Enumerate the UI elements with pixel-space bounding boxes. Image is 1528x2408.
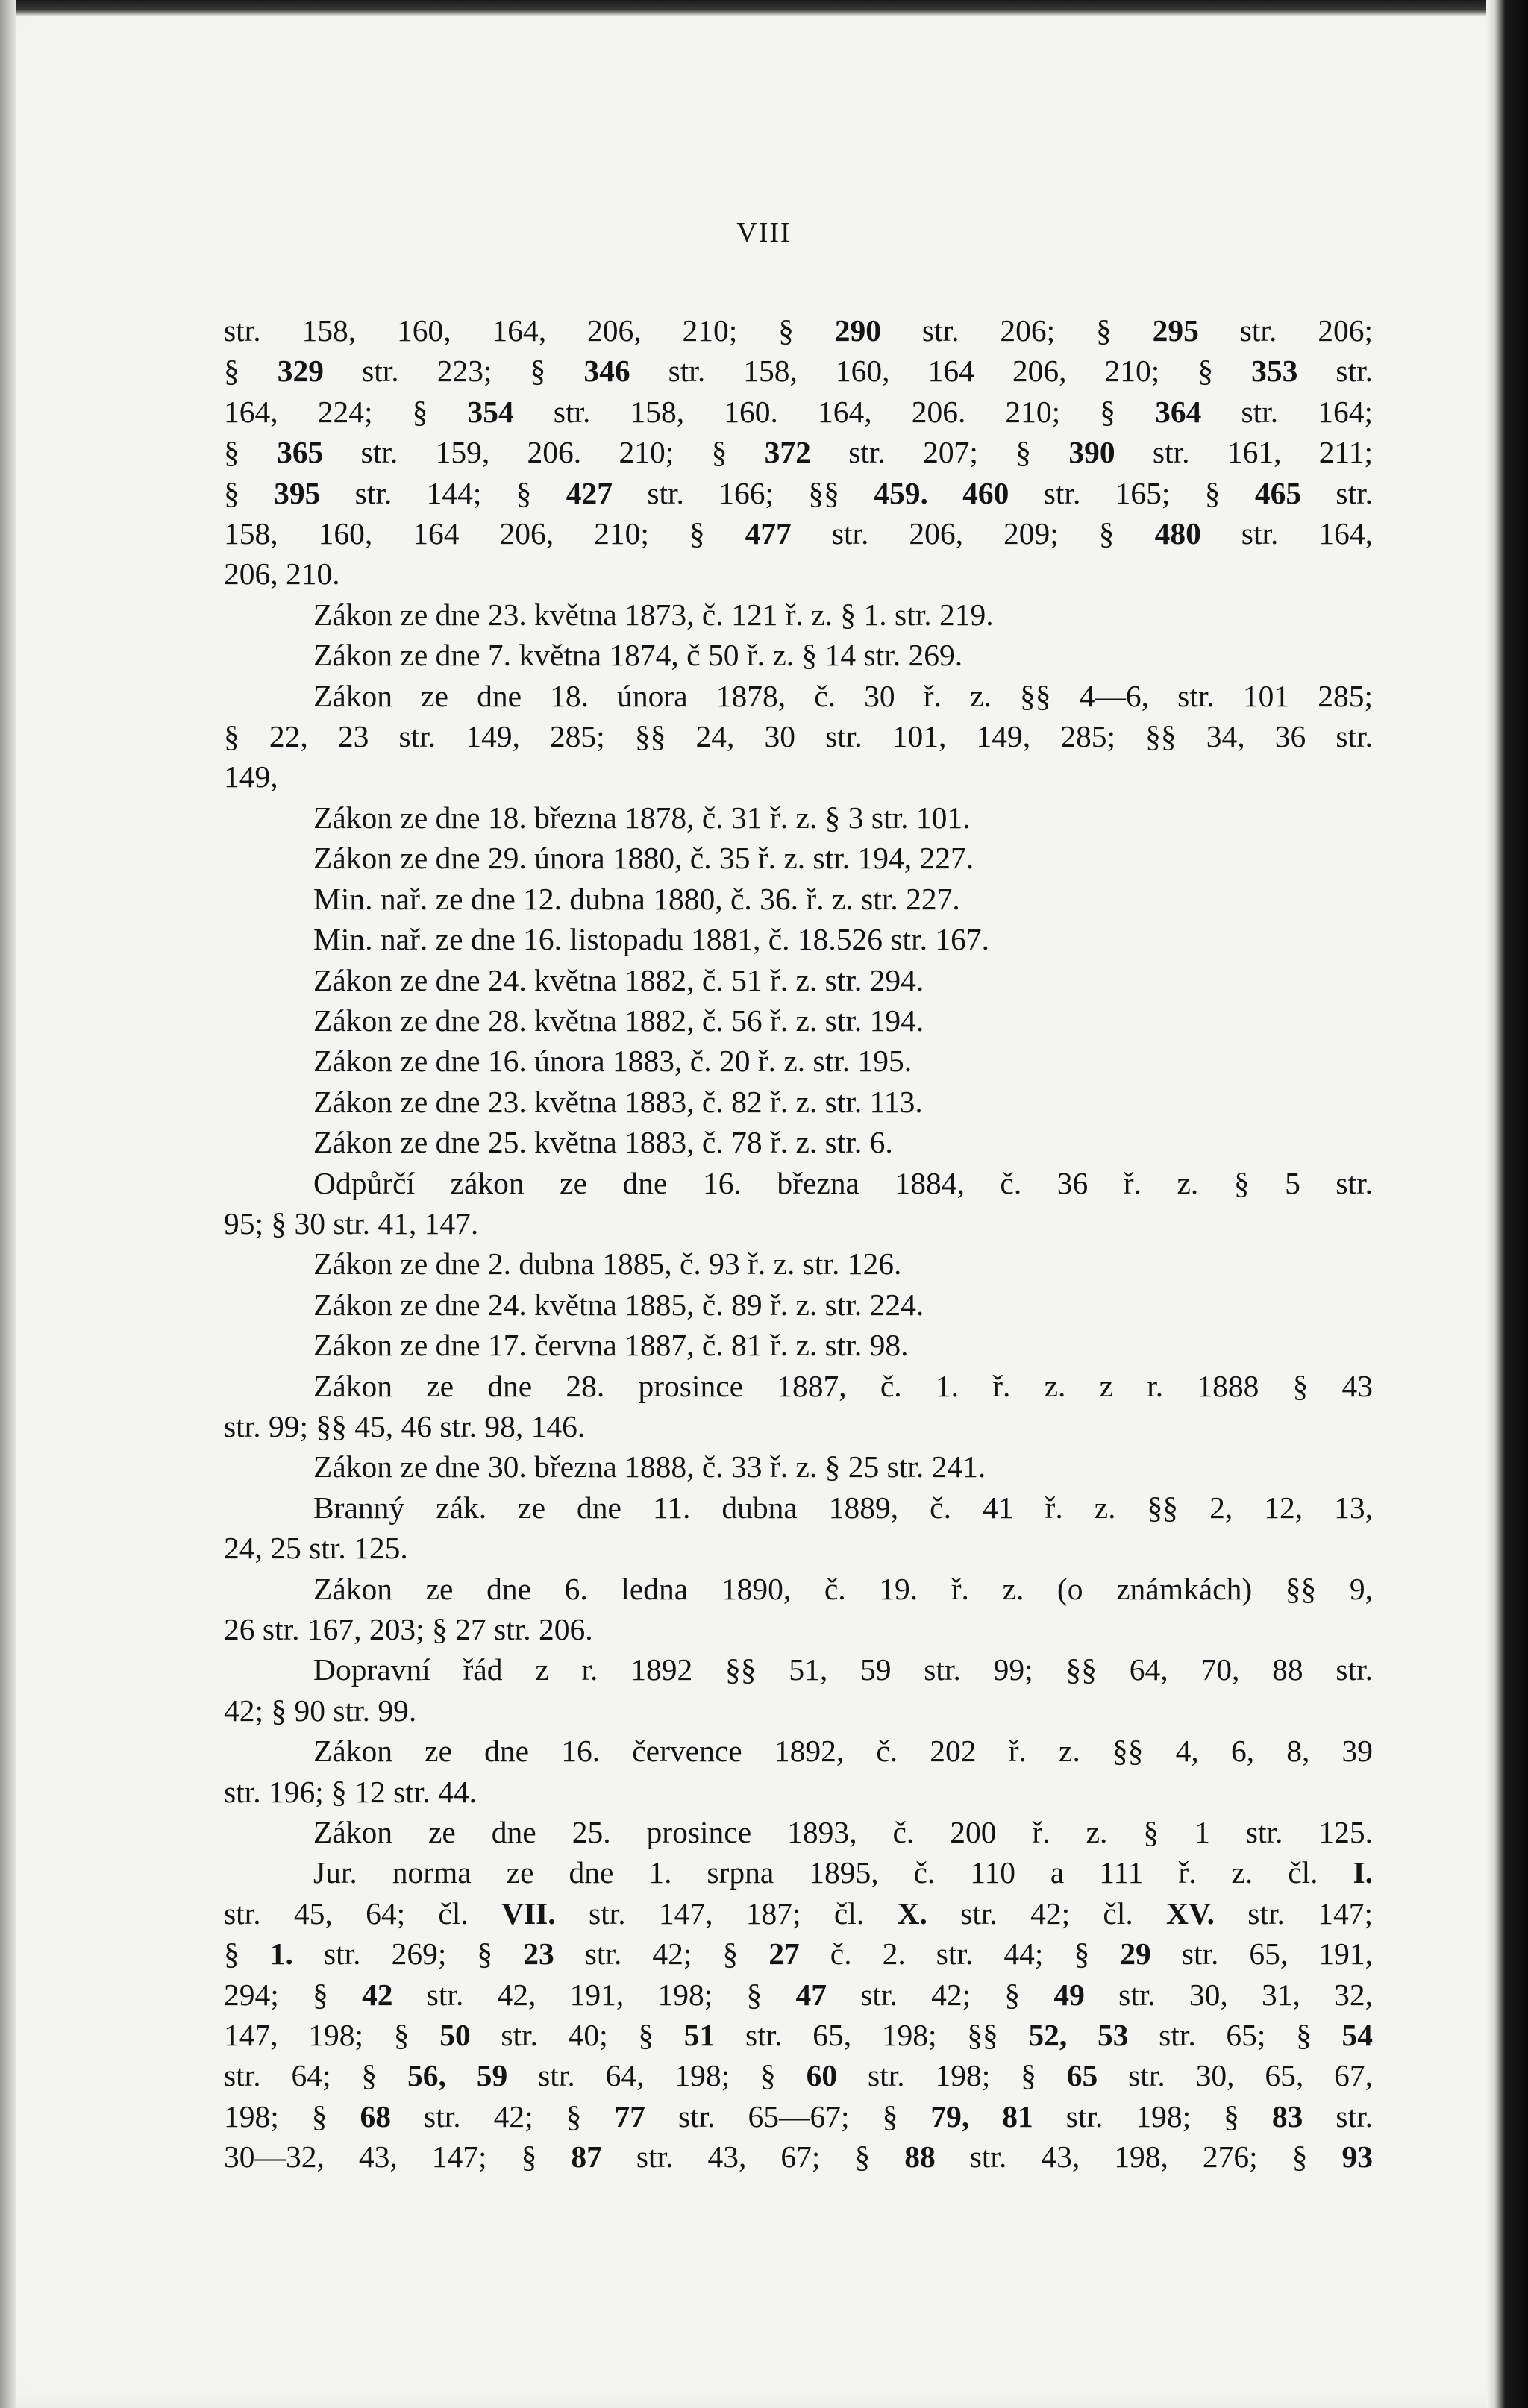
text-line: Zákon ze dne 18. února 1878, č. 30 ř. z. §§ 4—6, str. 101 285; <box>313 678 1373 713</box>
text-line: Zákon ze dne 7. května 1874, č 50 ř. z. § 14 str. 269. <box>313 638 963 673</box>
text-line: 30—32, 43, 147; § 87 str. 43, 67; § 88 str. 43, 198, 276; § 93 <box>224 2139 1373 2175</box>
text-line: Zákon ze dne 2. dubna 1885, č. 93 ř. z. str. 126. <box>313 1247 902 1282</box>
text-line: 42; § 90 str. 99. <box>224 1693 417 1728</box>
text-line: Dopravní řád z r. 1892 §§ 51, 59 str. 99; §§ 64, 70, 88 str. <box>313 1652 1373 1687</box>
text-line: 95; § 30 str. 41, 147. <box>224 1205 479 1241</box>
text-line: str. 196; § 12 str. 44. <box>224 1774 477 1809</box>
text-line: Min. nař. ze dne 12. dubna 1880, č. 36. ř. z. str. 227. <box>313 881 960 916</box>
text-line: 206, 210. <box>224 556 340 592</box>
text-line: str. 158, 160, 164, 206, 210; § 290 str. 206; § 295 str. 206; <box>224 313 1373 348</box>
text-line: Zákon ze dne 16. července 1892, č. 202 ř. z. §§ 4, 6, 8, 39 <box>313 1734 1373 1769</box>
text-line: Odpůrčí zákon ze dne 16. března 1884, č. 36 ř. z. § 5 str. <box>313 1165 1373 1200</box>
text-line: Zákon ze dne 28. prosince 1887, č. 1. ř. z. z r. 1888 § 43 <box>313 1368 1373 1403</box>
text-line: Zákon ze dne 18. března 1878, č. 31 ř. z. § 3 str. 101. <box>313 800 971 835</box>
index-text <box>224 310 1373 2177</box>
text-line: Zákon ze dne 24. května 1882, č. 51 ř. z. str. 294. <box>313 962 924 997</box>
text-line: § 329 str. 223; § 346 str. 158, 160, 164 206, 210; § 353 str. <box>224 354 1373 389</box>
page-number: VIII <box>736 217 792 248</box>
text-line: § 1. str. 269; § 23 str. 42; § 27 č. 2. str. 44; § 29 str. 65, 191, <box>224 1937 1373 1972</box>
scan-border-left <box>0 0 16 2408</box>
text-line: § 365 str. 159, 206. 210; § 372 str. 207; § 390 str. 161, 211; <box>224 435 1374 470</box>
text-line: str. 45, 64; čl. VII. str. 147, 187; čl. X. str. 42; čl. XV. str. 147; <box>224 1896 1373 1931</box>
text-line: Zákon ze dne 16. února 1883, č. 20 ř. z. str. 195. <box>313 1044 912 1079</box>
text-line: Min. nař. ze dne 16. listopadu 1881, č. 18.526 str. 167. <box>313 922 989 957</box>
text-line: § 22, 23 str. 149, 285; §§ 24, 30 str. 101, 149, 285; §§ 34, 36 str. <box>224 719 1373 754</box>
text-line: 149, <box>224 759 278 794</box>
text-line: Zákon ze dne 25. prosince 1893, č. 200 ř. z. § 1 str. 125. <box>313 1815 1373 1850</box>
text-line: 24, 25 str. 125. <box>224 1531 408 1566</box>
text-line: Zákon ze dne 29. února 1880, č. 35 ř. z. str. 194, 227. <box>313 841 974 876</box>
text-line: str. 64; § 56, 59 str. 64, 198; § 60 str. 198; § 65 str. 30, 65, 67, <box>224 2058 1373 2093</box>
text-line: 164, 224; § 354 str. 158, 160. 164, 206. 210; § 364 str. 164; <box>224 394 1373 429</box>
text-line: Zákon ze dne 24. května 1885, č. 89 ř. z. str. 224. <box>313 1287 924 1322</box>
scan-border-top <box>0 0 1528 16</box>
text-line: 26 str. 167, 203; § 27 str. 206. <box>224 1612 593 1646</box>
text-line: Zákon ze dne 30. března 1888, č. 33 ř. z. § 25 str. 241. <box>313 1449 986 1484</box>
text-line: 198; § 68 str. 42; § 77 str. 65—67; § 79, 81 str. 198; § 83 str. <box>224 2098 1373 2133</box>
text-line: 147, 198; § 50 str. 40; § 51 str. 65, 198; §§ 52, 53 str. 65; § 54 <box>224 2018 1374 2053</box>
text-line: § 395 str. 144; § 427 str. 166; §§ 459. 460 str. 165; § 465 str. <box>224 475 1374 510</box>
text-line: Zákon ze dne 25. května 1883, č. 78 ř. z. str. 6. <box>313 1125 893 1160</box>
text-line: Zákon ze dne 17. června 1887, č. 81 ř. z. str. 98. <box>313 1328 909 1363</box>
text-line: Zákon ze dne 23. května 1883, č. 82 ř. z. str. 113. <box>313 1084 923 1119</box>
text-line: 294; § 42 str. 42, 191, 198; § 47 str. 42; § 49 str. 30, 31, 32, <box>224 1977 1373 2012</box>
scan-border-right <box>1486 0 1528 2408</box>
text-line: Zákon ze dne 23. května 1873, č. 121 ř. z. § 1. str. 219. <box>313 597 994 632</box>
text-line: Branný zák. ze dne 11. dubna 1889, č. 41 ř. z. §§ 2, 12, 13, <box>313 1490 1373 1525</box>
text-line: Zákon ze dne 6. ledna 1890, č. 19. ř. z. (o známkách) §§ 9, <box>313 1571 1373 1606</box>
text-line: Jur. norma ze dne 1. srpna 1895, č. 110 a 111 ř. z. čl. I. <box>313 1855 1373 1890</box>
text-line: Zákon ze dne 28. května 1882, č. 56 ř. z. str. 194. <box>313 1003 924 1038</box>
text-line: 158, 160, 164 206, 210; § 477 str. 206, 209; § 480 str. 164, <box>224 516 1374 551</box>
text-line: str. 99; §§ 45, 46 str. 98, 146. <box>224 1408 586 1443</box>
